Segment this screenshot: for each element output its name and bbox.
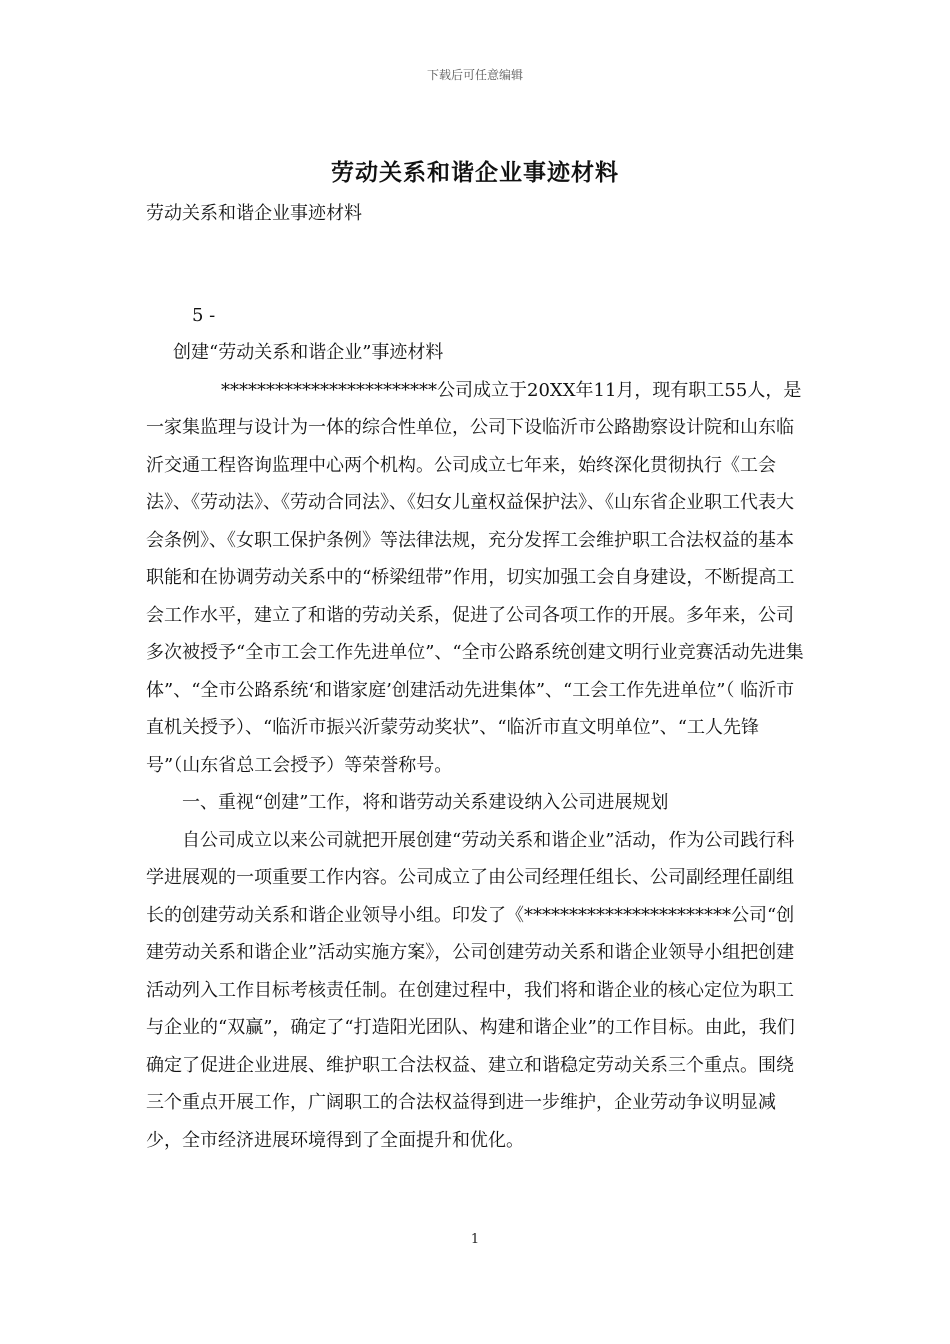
paragraph-intro: ************************公司成立于20XX年11月，现有职工55人，是一家集监理与设计为一体的综合性单位，公司下设临沂市公路勘察设计院和山东临沂交通工程咨询监理中心两个机构。公司成立七年来，始终深化贯彻执行《工会法》、《劳动法》、《劳动合同法》、《妇女儿童权益保护法》、《山东省企业职工代表大会条例》、《女职工保护条例》等法律法规，充分发挥工会维护职工合法权益的基本职能和在协调劳动关系中的“桥梁纽带”作用，切实加强工会自身建设，不断提高工会工作水平，建立了和谐的劳动关系，促进了公司各项工作的开展。多年来，公司多次被授予“全市工会工作先进单位”、“全市公路系统创建文明行业竞赛活动先进集体”、“全市公路系统‘和谐家庭’创建活动先进集体”、“工会工作先进单位”（ 临沂市直机关授予）、“临沂市振兴沂蒙劳动奖状”、“临沂市直文明单位”、“工人先锋号”（山东省总工会授予）等荣誉称号。 <box>146 379 804 776</box>
document-title: 劳动关系和谐企业事迹材料 <box>331 159 619 186</box>
paragraph-body: 自公司成立以来公司就把开展创建“劳动关系和谐企业”活动，作为公司践行科学进展观的一项重要工作内容。公司成立了由公司经理任组长、公司副经理任副组长的创建劳动关系和谐企业领导小组。印发了《***********************公司“创建劳动关系和谐企业”活动实施方案》，公司创建劳动关系和谐企业领导小组把创建活动列入工作目标考核责任制。在创建过程中，我们将和谐企业的核心定位为职工与企业的“双赢”，确定了“打造阳光团队、构建和谐企业”的工作目标。由此，我们确定了促进企业进展、维护职工合法权益、建立和谐稳定劳动关系三个重点。围绕三个重点开展工作，广阔职工的合法权益得到进一步维护，企业劳动争议明显减少，全市经济进展环境得到了全面提升和优化。 <box>146 829 795 1151</box>
document-body <box>146 195 810 1159</box>
page-marker: 5 - <box>192 304 216 326</box>
paragraph-heading-one: 一、重视“创建”工作，将和谐劳动关系建设纳入公司进展规划 <box>182 792 669 813</box>
page-header-note: 下载后可任意编辑 <box>426 68 523 82</box>
section-heading: 创建“劳动关系和谐企业”事迹材料 <box>173 342 444 363</box>
page-number: 1 <box>470 1232 480 1247</box>
document-subtitle: 劳动关系和谐企业事迹材料 <box>146 203 362 224</box>
